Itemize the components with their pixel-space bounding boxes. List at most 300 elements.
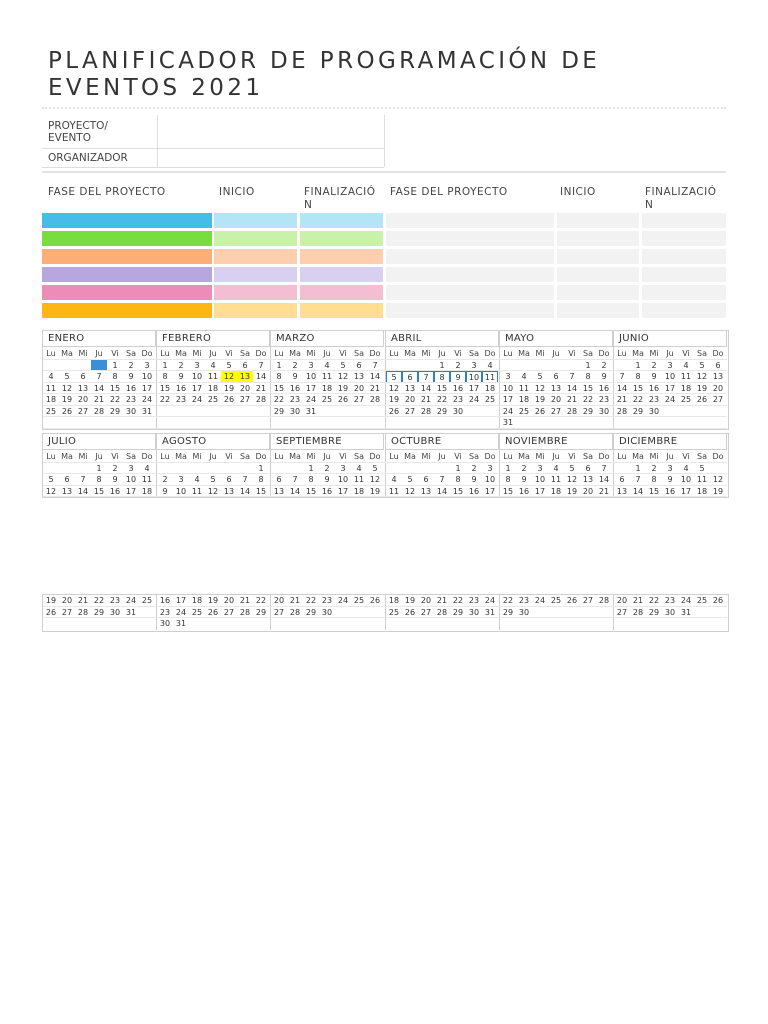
day-cell[interactable]: 24: [502, 406, 514, 416]
day-cell[interactable]: 26: [207, 607, 219, 617]
day-cell[interactable]: 4: [521, 372, 527, 381]
day-cell[interactable]: 21: [369, 383, 381, 393]
day-cell[interactable]: 13: [420, 486, 432, 496]
day-cell[interactable]: 18: [45, 395, 57, 404]
day-cell[interactable]: 15: [305, 486, 317, 496]
day-cell[interactable]: 19: [696, 383, 708, 393]
day-cell[interactable]: 26: [45, 607, 57, 617]
day-cell[interactable]: 17: [141, 383, 153, 393]
phase-row-12-end-cell[interactable]: [642, 303, 726, 318]
phase-row-10-end-cell[interactable]: [642, 267, 726, 282]
day-cell[interactable]: 22: [159, 395, 171, 404]
day-cell[interactable]: 28: [616, 406, 628, 416]
day-cell[interactable]: 14: [93, 383, 105, 393]
day-cell[interactable]: 6: [276, 475, 282, 484]
day-cell[interactable]: 2: [112, 463, 118, 473]
day-cell[interactable]: 20: [420, 596, 432, 605]
day-cell[interactable]: 5: [699, 463, 705, 473]
day-cell[interactable]: 31: [141, 406, 153, 416]
day-cell[interactable]: 15: [632, 383, 644, 393]
phase-row-4-start-cell[interactable]: [214, 267, 297, 282]
day-cell[interactable]: 20: [712, 383, 724, 393]
day-cell[interactable]: 25: [45, 406, 57, 416]
day-cell[interactable]: 27: [550, 406, 562, 416]
day-cell[interactable]: 1: [635, 360, 641, 370]
day-cell[interactable]: 25: [353, 596, 365, 605]
phase-row-12-name-cell[interactable]: [386, 303, 554, 318]
day-cell[interactable]: 26: [712, 596, 724, 605]
day-cell[interactable]: 26: [696, 395, 708, 404]
day-cell[interactable]: 12: [566, 475, 578, 484]
phase-row-2-name-cell[interactable]: [42, 231, 212, 246]
day-cell[interactable]: 19: [404, 596, 416, 605]
phase-row-5-start-cell[interactable]: [214, 285, 297, 300]
day-cell[interactable]: 1: [276, 360, 282, 370]
day-cell[interactable]: 25: [191, 607, 203, 617]
day-cell[interactable]: 14: [369, 372, 381, 381]
day-cell[interactable]: 14: [77, 486, 89, 496]
day-cell[interactable]: 4: [487, 360, 493, 370]
day-cell[interactable]: 17: [175, 596, 187, 605]
day-cell[interactable]: 25: [680, 395, 692, 404]
day-cell[interactable]: 8: [455, 475, 461, 484]
day-cell[interactable]: 10: [141, 372, 153, 381]
day-cell[interactable]: 22: [109, 395, 121, 404]
day-cell[interactable]: 7: [372, 360, 378, 370]
day-cell[interactable]: 5: [386, 371, 402, 383]
day-cell[interactable]: 8: [434, 371, 450, 383]
day-cell[interactable]: 24: [141, 395, 153, 404]
day-cell[interactable]: 26: [404, 607, 416, 617]
day-cell[interactable]: 5: [699, 360, 705, 370]
phase-row-2-start-cell[interactable]: [214, 231, 297, 246]
day-cell[interactable]: 9: [601, 372, 607, 381]
day-cell[interactable]: 28: [436, 607, 448, 617]
day-cell[interactable]: 10: [125, 475, 137, 484]
day-cell[interactable]: 20: [223, 596, 235, 605]
day-cell[interactable]: 10: [305, 372, 317, 381]
day-cell[interactable]: 27: [273, 607, 285, 617]
day-cell[interactable]: 12: [712, 475, 724, 484]
day-cell[interactable]: 29: [109, 406, 121, 416]
day-cell[interactable]: 16: [159, 596, 171, 605]
day-cell[interactable]: 23: [125, 395, 137, 404]
day-cell[interactable]: 1: [308, 463, 314, 473]
day-cell[interactable]: 7: [601, 463, 607, 473]
day-cell[interactable]: 25: [321, 395, 333, 404]
day-cell[interactable]: 4: [553, 463, 559, 473]
day-cell[interactable]: 14: [289, 486, 301, 496]
day-cell[interactable]: 30: [452, 406, 464, 416]
day-cell[interactable]: 28: [369, 395, 381, 404]
day-cell[interactable]: 24: [191, 395, 203, 404]
day-cell[interactable]: 2: [324, 463, 330, 473]
day-cell[interactable]: 17: [337, 486, 349, 496]
day-cell[interactable]: 5: [569, 463, 575, 473]
day-cell[interactable]: 21: [239, 596, 251, 605]
day-cell[interactable]: 10: [680, 475, 692, 484]
day-cell[interactable]: 2: [651, 360, 657, 370]
day-cell[interactable]: 3: [667, 463, 673, 473]
day-cell[interactable]: 22: [436, 395, 448, 404]
day-cell[interactable]: 5: [537, 372, 543, 381]
day-cell[interactable]: 4: [356, 463, 362, 473]
day-cell[interactable]: 2: [601, 360, 607, 370]
day-cell[interactable]: 7: [292, 475, 298, 484]
day-cell[interactable]: 6: [64, 475, 70, 484]
day-cell[interactable]: 6: [553, 372, 559, 381]
day-cell[interactable]: 1: [505, 463, 511, 473]
day-cell[interactable]: 3: [471, 360, 477, 370]
day-cell[interactable]: 12: [404, 486, 416, 496]
day-cell[interactable]: 18: [388, 596, 400, 605]
day-cell[interactable]: 16: [109, 486, 121, 496]
phase-row-3-start-cell[interactable]: [214, 249, 297, 264]
day-cell[interactable]: 24: [534, 596, 546, 605]
day-cell[interactable]: 7: [635, 475, 641, 484]
day-cell[interactable]: 16: [468, 486, 480, 496]
day-cell[interactable]: 4: [210, 360, 216, 370]
day-cell[interactable]: 4: [683, 360, 689, 370]
day-cell[interactable]: 19: [566, 486, 578, 496]
day-cell[interactable]: 21: [93, 395, 105, 404]
day-cell[interactable]: 19: [61, 395, 73, 404]
day-cell[interactable]: 13: [353, 372, 365, 381]
day-cell[interactable]: 21: [436, 596, 448, 605]
day-cell[interactable]: 14: [632, 486, 644, 496]
day-cell[interactable]: 5: [372, 463, 378, 473]
day-cell[interactable]: 18: [518, 395, 530, 404]
day-cell[interactable]: 24: [484, 596, 496, 605]
day-cell[interactable]: 12: [534, 383, 546, 393]
day-cell[interactable]: 21: [616, 395, 628, 404]
phase-row-3-name-cell[interactable]: [42, 249, 212, 264]
day-cell[interactable]: 23: [518, 596, 530, 605]
day-cell[interactable]: 29: [436, 406, 448, 416]
day-cell[interactable]: 6: [356, 360, 362, 370]
day-cell[interactable]: 30: [468, 607, 480, 617]
phase-row-8-end-cell[interactable]: [642, 231, 726, 246]
day-cell[interactable]: 11: [518, 383, 530, 393]
day-cell[interactable]: 29: [305, 607, 317, 617]
day-cell[interactable]: 20: [77, 395, 89, 404]
day-cell[interactable]: 29: [632, 406, 644, 416]
day-cell[interactable]: 7: [619, 372, 625, 381]
day-cell[interactable]: 11: [321, 372, 333, 381]
day-cell[interactable]: 10: [534, 475, 546, 484]
day-cell[interactable]: 4: [391, 475, 397, 484]
day-cell[interactable]: 20: [404, 395, 416, 404]
day-cell[interactable]: 10: [337, 475, 349, 484]
day-cell[interactable]: 23: [598, 395, 610, 404]
day-cell[interactable]: 2: [178, 360, 184, 370]
day-cell[interactable]: 16: [289, 383, 301, 393]
day-cell[interactable]: 3: [178, 475, 184, 484]
day-cell[interactable]: 27: [353, 395, 365, 404]
phase-row-11-name-cell[interactable]: [386, 285, 554, 300]
day-cell[interactable]: 1: [439, 360, 445, 370]
day-cell[interactable]: 31: [175, 619, 187, 628]
phase-row-8-start-cell[interactable]: [557, 231, 639, 246]
day-cell[interactable]: 10: [664, 372, 676, 381]
phase-row-7-end-cell[interactable]: [642, 213, 726, 228]
day-cell[interactable]: 11: [550, 475, 562, 484]
day-cell[interactable]: 1: [455, 463, 461, 473]
day-cell[interactable]: 3: [505, 372, 511, 381]
day-cell[interactable]: 7: [242, 475, 248, 484]
day-cell[interactable]: 9: [450, 371, 466, 383]
phase-row-1-end-cell[interactable]: [300, 213, 383, 228]
day-cell[interactable]: 23: [159, 607, 171, 617]
day-cell[interactable]: 23: [321, 596, 333, 605]
phase-row-11-start-cell[interactable]: [557, 285, 639, 300]
day-cell[interactable]: 21: [632, 596, 644, 605]
day-cell[interactable]: 23: [468, 596, 480, 605]
day-cell[interactable]: 9: [667, 475, 673, 484]
day-cell[interactable]: 1: [162, 360, 168, 370]
day-cell[interactable]: 4: [683, 463, 689, 473]
day-cell[interactable]: 8: [276, 372, 282, 381]
day-cell[interactable]: 21: [289, 596, 301, 605]
day-cell[interactable]: 9: [292, 372, 298, 381]
day-cell[interactable]: 1: [258, 463, 264, 473]
day-cell[interactable]: 16: [518, 486, 530, 496]
day-cell[interactable]: 24: [680, 596, 692, 605]
day-cell[interactable]: 17: [468, 383, 480, 393]
day-cell[interactable]: 20: [61, 596, 73, 605]
day-cell[interactable]: 24: [664, 395, 676, 404]
day-cell[interactable]: 19: [388, 395, 400, 404]
phase-row-9-start-cell[interactable]: [557, 249, 639, 264]
day-cell[interactable]: 28: [289, 607, 301, 617]
day-cell[interactable]: 7: [418, 371, 434, 383]
day-cell[interactable]: 4: [144, 463, 150, 473]
day-cell[interactable]: 20: [616, 596, 628, 605]
day-cell[interactable]: 14: [566, 383, 578, 393]
day-cell[interactable]: 12: [369, 475, 381, 484]
day-cell[interactable]: 22: [452, 596, 464, 605]
day-cell[interactable]: 3: [667, 360, 673, 370]
day-cell[interactable]: 12: [221, 371, 237, 383]
day-cell[interactable]: 4: [48, 372, 54, 381]
day-cell[interactable]: 3: [537, 463, 543, 473]
day-cell[interactable]: 30: [518, 607, 530, 617]
day-cell[interactable]: 22: [255, 596, 267, 605]
day-cell[interactable]: 9: [471, 475, 477, 484]
day-cell[interactable]: 9: [112, 475, 118, 484]
day-cell[interactable]: 20: [353, 383, 365, 393]
day-cell[interactable]: 25: [518, 406, 530, 416]
day-cell[interactable]: 3: [144, 360, 150, 370]
day-cell[interactable]: 19: [45, 596, 57, 605]
day-cell[interactable]: 13: [223, 486, 235, 496]
phase-row-9-end-cell[interactable]: [642, 249, 726, 264]
day-cell[interactable]: 25: [696, 596, 708, 605]
day-cell[interactable]: 6: [242, 360, 248, 370]
day-cell[interactable]: 5: [64, 372, 70, 381]
day-cell[interactable]: 26: [566, 596, 578, 605]
day-cell[interactable]: 28: [255, 395, 267, 404]
day-cell[interactable]: 12: [207, 486, 219, 496]
day-cell[interactable]: 30: [159, 619, 171, 628]
phase-row-10-start-cell[interactable]: [557, 267, 639, 282]
day-cell[interactable]: 5: [48, 475, 54, 484]
day-cell[interactable]: 17: [680, 486, 692, 496]
day-cell[interactable]: 29: [93, 607, 105, 617]
phase-row-8-name-cell[interactable]: [386, 231, 554, 246]
day-cell[interactable]: 11: [45, 383, 57, 393]
day-cell[interactable]: 8: [162, 372, 168, 381]
day-cell[interactable]: 22: [502, 596, 514, 605]
day-cell[interactable]: 30: [109, 607, 121, 617]
day-cell[interactable]: 20: [239, 383, 251, 393]
day-cell[interactable]: 29: [582, 406, 594, 416]
day-cell[interactable]: 11: [207, 372, 219, 381]
day-cell[interactable]: 27: [712, 395, 724, 404]
day-cell[interactable]: 16: [125, 383, 137, 393]
phase-row-2-end-cell[interactable]: [300, 231, 383, 246]
day-cell[interactable]: 27: [404, 406, 416, 416]
phase-row-9-name-cell[interactable]: [386, 249, 554, 264]
day-cell[interactable]: 3: [128, 463, 134, 473]
day-cell[interactable]: 3: [308, 360, 314, 370]
day-cell[interactable]: 13: [550, 383, 562, 393]
day-cell[interactable]: 6: [80, 372, 86, 381]
day-cell[interactable]: 3: [487, 463, 493, 473]
day-cell[interactable]: 26: [61, 406, 73, 416]
day-cell[interactable]: 27: [420, 607, 432, 617]
day-cell[interactable]: 7: [569, 372, 575, 381]
phase-row-1-start-cell[interactable]: [214, 213, 297, 228]
day-cell[interactable]: 19: [534, 395, 546, 404]
day-cell[interactable]: 23: [452, 395, 464, 404]
day-cell[interactable]: 14: [255, 372, 267, 381]
day-cell[interactable]: 30: [664, 607, 676, 617]
day-cell[interactable]: 11: [141, 475, 153, 484]
day-cell[interactable]: 6: [585, 463, 591, 473]
day-cell[interactable]: 28: [598, 596, 610, 605]
day-cell[interactable]: 26: [534, 406, 546, 416]
day-cell[interactable]: 31: [125, 607, 137, 617]
day-cell[interactable]: 4: [194, 475, 200, 484]
day-cell[interactable]: 24: [468, 395, 480, 404]
day-cell[interactable]: 16: [664, 486, 676, 496]
day-cell[interactable]: 28: [420, 406, 432, 416]
day-cell[interactable]: 25: [141, 596, 153, 605]
day-cell[interactable]: 8: [635, 372, 641, 381]
phase-row-5-name-cell[interactable]: [42, 285, 212, 300]
day-cell[interactable]: 10: [175, 486, 187, 496]
day-cell[interactable]: 6: [715, 360, 721, 370]
day-cell[interactable]: 27: [582, 596, 594, 605]
day-cell[interactable]: 17: [191, 383, 203, 393]
day-cell[interactable]: 20: [273, 596, 285, 605]
day-cell[interactable]: 24: [305, 395, 317, 404]
day-cell[interactable]: 8: [258, 475, 264, 484]
day-cell[interactable]: 2: [162, 475, 168, 484]
day-cell[interactable]: 4: [324, 360, 330, 370]
day-cell[interactable]: 29: [502, 607, 514, 617]
day-cell[interactable]: 24: [125, 596, 137, 605]
day-cell[interactable]: 1: [96, 463, 102, 473]
day-cell[interactable]: 11: [388, 486, 400, 496]
phase-row-6-name-cell[interactable]: [42, 303, 212, 318]
day-cell[interactable]: 15: [502, 486, 514, 496]
day-cell[interactable]: 29: [648, 607, 660, 617]
day-cell[interactable]: 22: [273, 395, 285, 404]
day-cell[interactable]: 13: [77, 383, 89, 393]
day-cell[interactable]: 21: [566, 395, 578, 404]
phase-row-6-start-cell[interactable]: [214, 303, 297, 318]
day-cell[interactable]: 13: [273, 486, 285, 496]
day-cell[interactable]: 10: [502, 383, 514, 393]
day-cell[interactable]: 31: [680, 607, 692, 617]
day-cell[interactable]: 31: [484, 607, 496, 617]
phase-row-12-start-cell[interactable]: [557, 303, 639, 318]
day-cell[interactable]: 8: [308, 475, 314, 484]
day-cell[interactable]: 7: [258, 360, 264, 370]
day-cell[interactable]: 14: [436, 486, 448, 496]
phase-row-4-name-cell[interactable]: [42, 267, 212, 282]
day-cell[interactable]: 28: [632, 607, 644, 617]
day-cell[interactable]: 1: [112, 360, 118, 370]
day-cell[interactable]: 19: [369, 486, 381, 496]
day-cell[interactable]: 6: [402, 371, 418, 383]
day-cell[interactable]: 25: [207, 395, 219, 404]
day-cell[interactable]: 19: [712, 486, 724, 496]
day-cell[interactable]: 14: [239, 486, 251, 496]
day-cell[interactable]: 10: [466, 371, 482, 383]
day-cell[interactable]: 21: [255, 383, 267, 393]
day-cell[interactable]: 23: [664, 596, 676, 605]
day-cell[interactable]: 24: [337, 596, 349, 605]
day-cell[interactable]: 23: [289, 395, 301, 404]
day-cell[interactable]: 29: [255, 607, 267, 617]
phase-row-1-name-cell[interactable]: [42, 213, 212, 228]
day-cell[interactable]: 11: [680, 372, 692, 381]
day-cell[interactable]: 8: [585, 372, 591, 381]
day-cell[interactable]: 25: [484, 395, 496, 404]
day-cell[interactable]: 6: [226, 475, 232, 484]
day-cell[interactable]: 18: [696, 486, 708, 496]
day-cell[interactable]: 16: [321, 486, 333, 496]
day-cell[interactable]: 15: [273, 383, 285, 393]
day-cell[interactable]: 29: [273, 406, 285, 416]
day-cell[interactable]: 5: [226, 360, 232, 370]
day-cell[interactable]: 13: [616, 486, 628, 496]
day-cell[interactable]: 24: [175, 607, 187, 617]
day-cell[interactable]: 23: [109, 596, 121, 605]
day-cell[interactable]: 3: [340, 463, 346, 473]
day-cell[interactable]: 30: [321, 607, 333, 617]
day-cell[interactable]: 7: [80, 475, 86, 484]
day-cell[interactable]: 15: [109, 383, 121, 393]
phase-row-11-end-cell[interactable]: [642, 285, 726, 300]
day-cell[interactable]: 7: [439, 475, 445, 484]
day-cell[interactable]: 11: [696, 475, 708, 484]
phase-row-10-name-cell[interactable]: [386, 267, 554, 282]
day-cell[interactable]: 2: [292, 360, 298, 370]
day-cell[interactable]: 26: [337, 395, 349, 404]
day-cell[interactable]: 15: [452, 486, 464, 496]
day-cell[interactable]: 2: [128, 360, 134, 370]
day-cell[interactable]: 9: [178, 372, 184, 381]
day-cell[interactable]: 23: [175, 395, 187, 404]
day-cell[interactable]: 25: [388, 607, 400, 617]
day-cell[interactable]: 2: [521, 463, 527, 473]
day-cell[interactable]: 15: [93, 486, 105, 496]
day-cell[interactable]: 17: [125, 486, 137, 496]
